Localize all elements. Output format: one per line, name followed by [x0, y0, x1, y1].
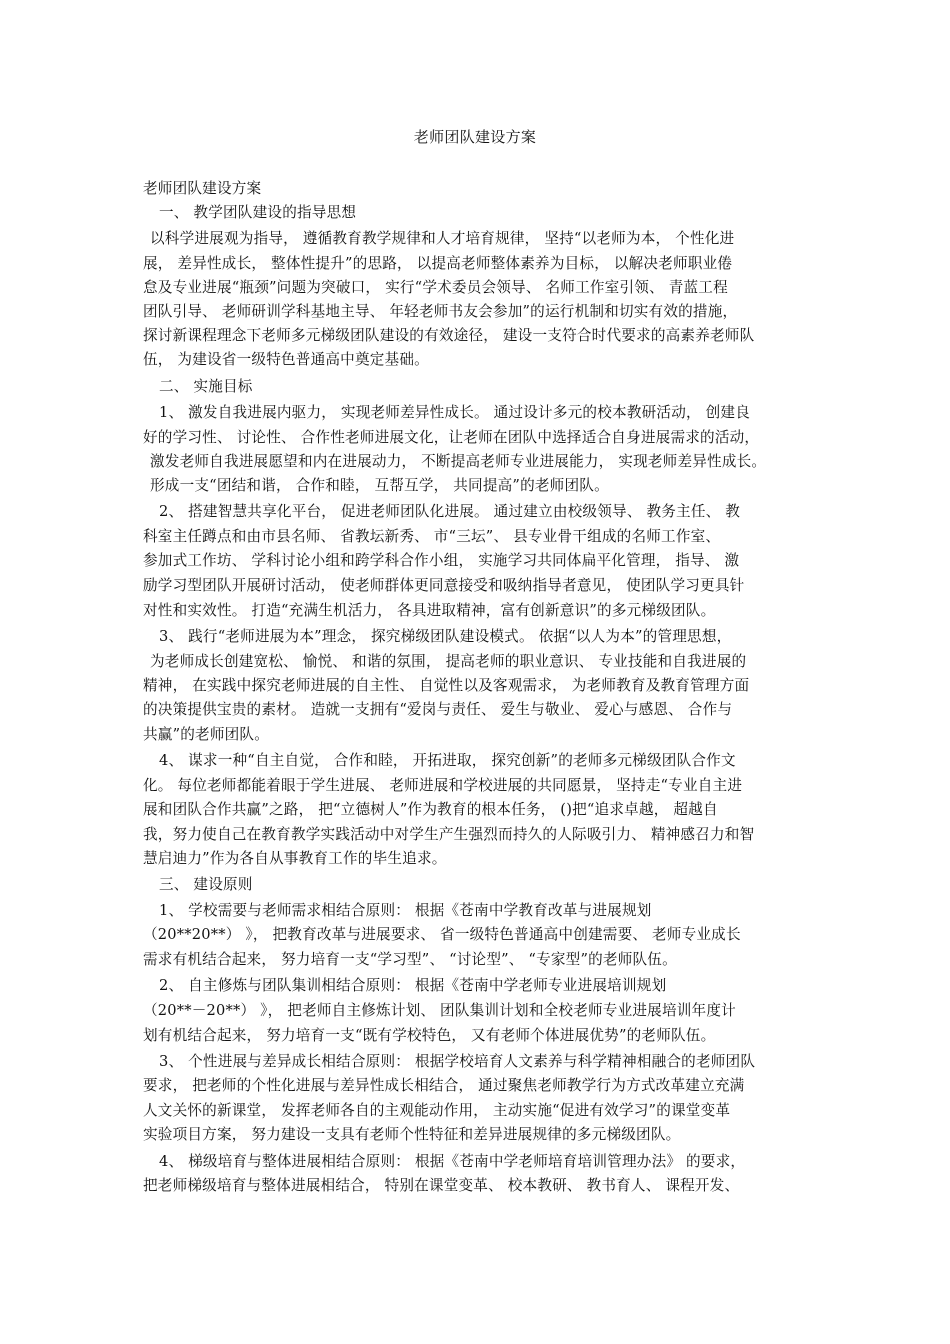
text-line: 把老师梯级培育与整体进展相结合， 特别在课堂变革、 校本教研、 教书育人、 课程开发、 — [143, 1177, 740, 1194]
text-line: 二、 实施目标 — [159, 378, 253, 395]
text-line: 怠及专业进展“瓶颈”问题为突破口， 实行“学术委员会领导、 名师工作室引领、 青蓝工程 — [143, 279, 728, 296]
text-line: 参加式工作坊、 学科讨论小组和跨学科合作小组， 实施学习共同体扁平化管理， 指导、 激 — [143, 552, 740, 569]
text-line: 励学习型团队开展研讨活动， 使老师群体更同意接受和吸纳指导者意见， 使团队学习更具针 — [143, 577, 745, 594]
text-line: 老师团队建设方案 — [143, 180, 262, 197]
text-line: 2、 自主修炼与团队集训相结合原则： 根据《苍南中学老师专业进展培训规划 — [159, 977, 667, 994]
text-line: （20**－20**） 》， 把老师自主修炼计划、 团队集训计划和全校老师专业进展培训年度计 — [143, 1002, 736, 1019]
text-line: 需求有机结合起来， 努力培育一支“学习型”、 “讨论型”、 “专家型”的老师队伍。 — [143, 951, 677, 968]
text-line: 4、 谋求一种“自主自觉， 合作和睦， 开拓进取， 探究创新”的老师多元梯级团队合作文 — [159, 752, 736, 769]
text-line: 好的学习性、 讨论性、 合作性老师进展文化，让老师在团队中选择适合自身进展需求的活动， — [143, 429, 760, 446]
text-line: 我，努力使自己在教育教学实践活动中对学生产生强烈而持久的人际吸引力、 精神感召力和智 — [143, 826, 755, 843]
text-line: 展， 差异性成长， 整体性提升”的思路， 以提高老师整体素养为目标， 以解决老师职业倦 — [143, 255, 733, 272]
text-line: 对性和实效性。 打造“充满生机活力， 各具进取精神，富有创新意识”的多元梯级团队。 — [143, 602, 716, 619]
text-line: 激发老师自我进展愿望和内在进展动力， 不断提高老师专业进展能力， 实现老师差异性成长。 — [150, 453, 767, 470]
text-line: 慧启迪力”作为各自从事教育工作的毕生追求。 — [143, 850, 447, 867]
text-line: 1、 学校需要与老师需求相结合原则： 根据《苍南中学教育改革与进展规划 — [159, 902, 652, 919]
text-line: 科室主任蹲点和由市县名师、 省教坛新秀、 市“三坛”、 县专业骨干组成的名师工作室、 — [143, 528, 721, 545]
text-line: 探讨新课程理念下老师多元梯级团队建设的有效途径， 建设一支符合时代要求的高素养老师队 — [143, 327, 755, 344]
text-line: 精神， 在实践中探究老师进展的自主性、 自觉性以及客观需求， 为老师教育及教育管理方面 — [143, 677, 750, 694]
text-line: 团队引导、 老师研训学科基地主导、 年轻老师书友会参加”的运行机制和切实有效的措施， — [143, 303, 738, 320]
text-line: 三、 建设原则 — [159, 876, 253, 893]
text-line: 伍， 为建设省一级特色普通高中奠定基础。 — [143, 351, 429, 368]
document-title: 老师团队建设方案 — [413, 128, 537, 146]
text-line: 实验项目方案， 努力建设一支具有老师个性特征和差异进展规律的多元梯级团队。 — [143, 1126, 681, 1143]
text-line: 划有机结合起来， 努力培育一支“既有学校特色， 又有老师个体进展优势”的老师队伍。 — [143, 1027, 716, 1044]
text-line: （20**20**） 》， 把教育改革与进展要求、 省一级特色普通高中创建需要、 老师专业成长 — [143, 926, 741, 943]
text-line: 要求， 把老师的个性化进展与差异性成长相结合， 通过聚焦老师教学行为方式改革建立充满 — [143, 1077, 745, 1094]
text-line: 为老师成长创建宽松、 愉悦、 和谐的氛围， 提高老师的职业意识、 专业技能和自我进展的 — [150, 653, 747, 670]
text-line: 一、 教学团队建设的指导思想 — [159, 204, 357, 221]
text-line: 3、 践行“老师进展为本”理念， 探究梯级团队建设模式。 依据“以人为本”的管理思想， — [159, 628, 732, 645]
text-line: 展和团队合作共赢”之路， 把“立德树人”作为教育的根本任务， ()把“追求卓越， 超越自 — [143, 801, 718, 818]
text-line: 以科学进展观为指导， 遵循教育教学规律和人才培育规律， 坚持“以老师为本， 个性化进 — [150, 230, 735, 247]
text-line: 形成一支“团结和谐， 合作和睦， 互帮互学， 共同提高”的老师团队。 — [150, 477, 609, 494]
text-line: 化。 每位老师都能着眼于学生进展、 老师进展和学校进展的共同愿景， 坚持走“专业自主进 — [143, 777, 743, 794]
text-line: 人文关怀的新课堂， 发挥老师各自的主观能动作用， 主动实施“促进有效学习”的课堂变革 — [143, 1102, 731, 1119]
text-line: 3、 个性进展与差异成长相结合原则： 根据学校培育人文素养与科学精神相融合的老师团队 — [159, 1053, 756, 1070]
text-line: 的决策提供宝贵的素材。 造就一支拥有“爱岗与责任、 爱生与敬业、 爱心与感恩、 合作与 — [143, 701, 733, 718]
text-line: 2、 搭建智慧共享化平台， 促进老师团队化进展。 通过建立由校级领导、 教务主任、 教 — [159, 503, 741, 520]
text-line: 4、 梯级培育与整体进展相结合原则： 根据《苍南中学老师培育培训管理办法》 的要求， — [159, 1153, 746, 1170]
text-line: 1、 激发自我进展内驱力， 实现老师差异性成长。 通过设计多元的校本教研活动， 创建良 — [159, 404, 751, 421]
text-line: 共赢”的老师团队。 — [143, 726, 270, 743]
